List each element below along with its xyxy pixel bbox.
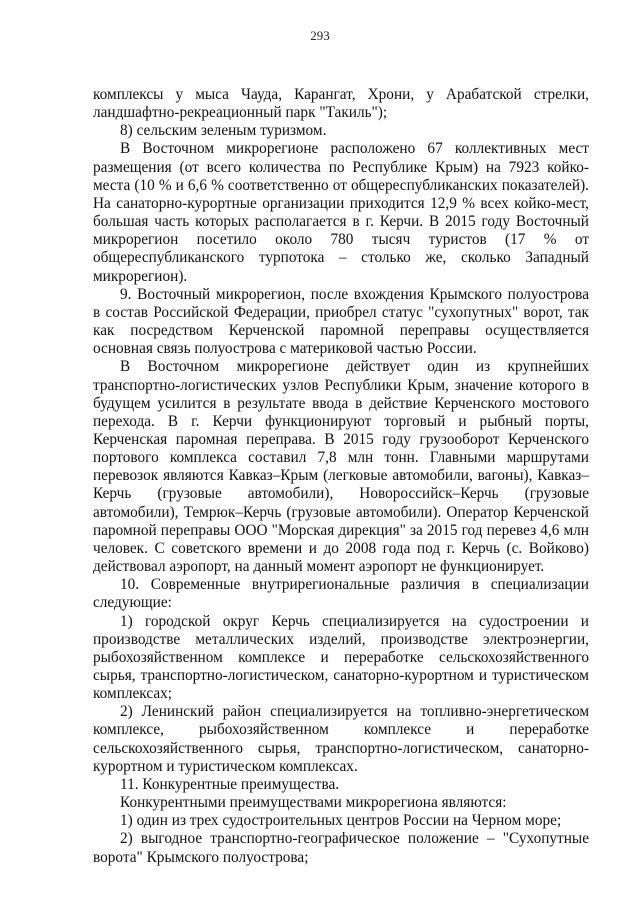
paragraph-kerch-specialization: 1) городской округ Керчь специализируется на судостроении и производстве металлических изделий, производстве электроэнергии, рыбохозяйственном комплексе и переработке сельскохозяйственного сырья, транспортно-логистическом, санаторно-курортном и туристическом комплексах; [93,612,589,703]
paragraph-tourism-sites-continued: комплексы у мыса Чауда, Карангат, Хрони, у Арабатской стрелки, ландшафтно-рекреационный парк "Такиль"); [93,86,589,122]
paragraph-transport-hub: В Восточном микрорегионе действует один из крупнейших транспортно-логистических узлов Республики Крым, значение которого в будущем усилится в результате ввода в действие Керченского мостового перехода. В г. Керчи функционируют торговый и рыбный порты, Керченская паромная переправа. В 2015 году грузооборот Керченского портового комплекса составил 7,8 млн тонн. Главными маршрутами перевозок являются Кавказ–Крым (легковые автомобили, вагоны), Кавказ–Керчь (грузовые автомобили), Новороссийск–Керчь (грузовые автомобили), Темрюк–Керчь (грузовые автомобили). Оператор Керченской паромной переправы ООО "Морская дирекция" за 2015 год перевез 4,6 млн человек. С советского времени и до 2008 года под г. Керчь (с. Войково) действовал аэропорт, на данный момент аэропорт не функционирует. [93,358,589,576]
paragraph-rural-tourism: 8) сельским зеленым туризмом. [120,122,327,140]
paragraph-accommodation-stats: В Восточном микрорегионе расположено 67 коллективных мест размещения (от всего количества по Республике Крым) на 7923 койко-места (10 % и 6,6 % соответственно от общереспубликанских показателей). На санаторно-курортные организации приходится 12,9 % всех койко-мест, большая часть которых располагается в г. Керчи. В 2015 году Восточный микрорегион посетило около 780 тысяч туристов (17 % от общереспубликанского турпотока – столько же, сколько Западный микрорегион). [93,140,589,285]
paragraph-competitive-advantages-heading: 11. Конкурентные преимущества. [120,775,340,793]
paragraph-advantage-location: 2) выгодное транспортно-географическое положение – "Сухопутные ворота" Крымского полуострова; [93,830,589,866]
document-body [93,86,589,867]
page-number: 293 [310,28,330,43]
paragraph-advantage-shipbuilding: 1) один из трех судостроительных центров России на Черном море; [120,812,562,830]
paragraph-land-gates: 9. Восточный микрорегион, после вхождения Крымского полуострова в состав Российской Федерации, приобрел статус "сухопутных" ворот, так как посредством Керченской паромной переправы осуществляется основная связь полуострова с материковой частью России. [93,285,589,358]
paragraph-leninsky-specialization: 2) Ленинский район специализируется на топливно-энергетическом комплексе, рыбохозяйственном комплексе и переработке сельскохозяйственного сырья, транспортно-логистическом, санаторно-курортном и туристическом комплексах. [93,703,589,775]
paragraph-specialization-intro: 10. Современные внутрирегиональные различия в специализации следующие: [93,576,589,612]
paragraph-competitive-advantages-intro: Конкурентными преимуществами микрорегиона являются: [120,794,507,812]
